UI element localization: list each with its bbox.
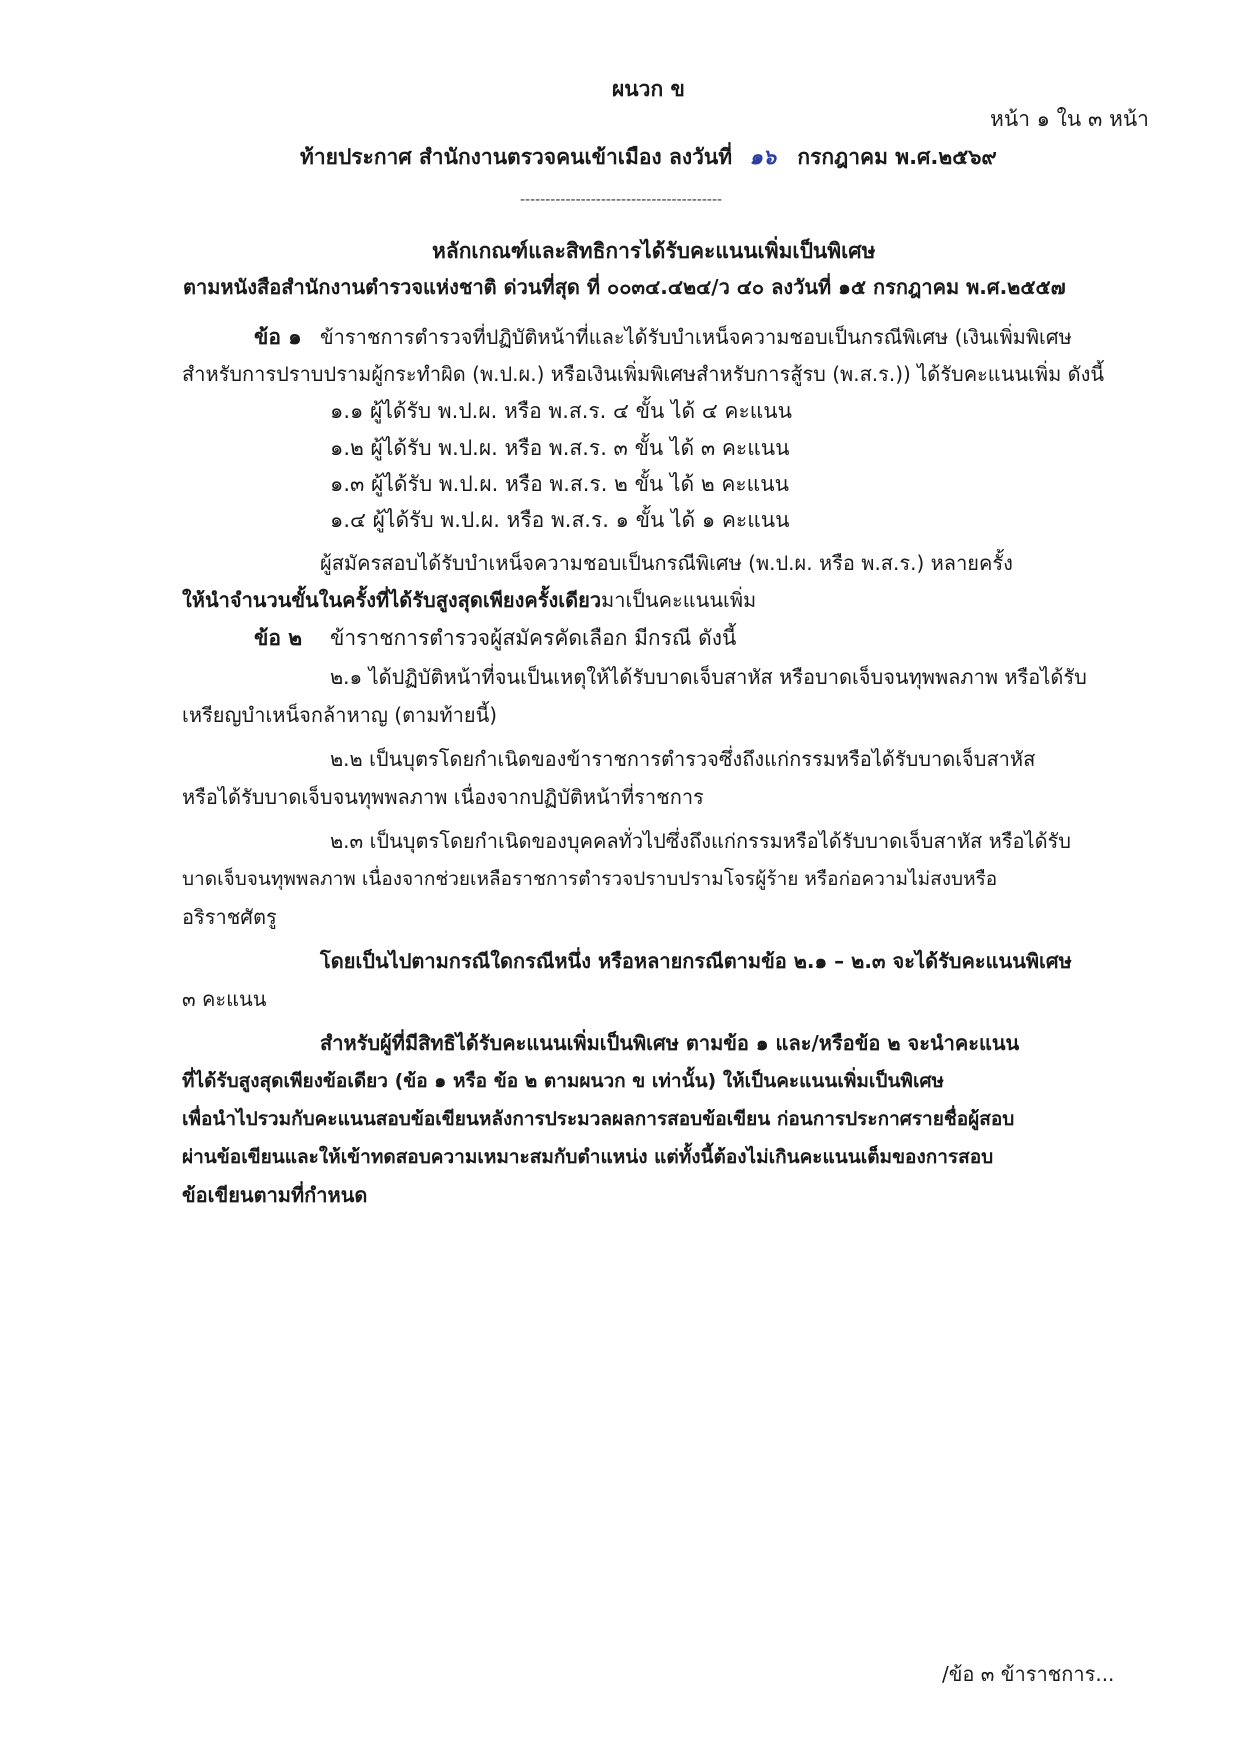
clause-1-line-2: สำหรับการปราบปรามผู้กระทำผิด (พ.ป.ผ.) หรือเงินเพิ่มพิเศษสำหรับการสู้รบ (พ.ส.ร.)) ได้รับคะแนนเพิ่ม ดังนี้ [182, 362, 1105, 386]
clause-2-item-3-line-1: ๒.๓ เป็นบุตรโดยกำเนิดของบุคคลทั่วไปซึ่งถึงแก่กรรมหรือได้รับบาดเจ็บสาหัส หรือได้รับ [330, 829, 1071, 853]
clause-2-item-1-line-2: เหรียญบำเหน็จกล้าหาญ (ตามท้ายนี้) [182, 703, 498, 727]
separator-line: ---------------------------------------- [520, 192, 723, 208]
announcement-suffix: กรกฎาคม พ.ศ.๒๕๖๙ [797, 145, 997, 169]
summary-line-3: เพื่อนำไปรวมกับคะแนนสอบข้อเขียนหลังการประมวลผลการสอบข้อเขียน ก่อนการประกาศรายชื่อผู้สอบ [182, 1108, 1015, 1130]
summary-line-4: ผ่านข้อเขียนและให้เข้าทดสอบความเหมาะสมกับตำแหน่ง แต่ทั้งนี้ต้องไม่เกินคะแนนเต็มของการสอบ [182, 1146, 994, 1168]
clause-1-item: ๑.๔ ผู้ได้รับ พ.ป.ผ. หรือ พ.ส.ร. ๑ ขั้น ได้ ๑ คะแนน [330, 508, 790, 532]
clause-2-item-2-line-1: ๒.๒ เป็นบุตรโดยกำเนิดของข้าราชการตำรวจซึ่งถึงแก่กรรมหรือได้รับบาดเจ็บสาหัส [330, 747, 1036, 771]
announcement-line [300, 142, 997, 172]
annex-title: ผนวก ข [612, 77, 685, 101]
announcement-day: ๑๖ [749, 145, 777, 169]
continuation-note: /ข้อ ๓ ข้าราชการ... [942, 1662, 1115, 1686]
clause-1-note-line-2 [182, 585, 756, 615]
summary-line-5: ข้อเขียนตามที่กำหนด [182, 1183, 368, 1207]
clause-2-item-2-line-2: หรือได้รับบาดเจ็บจนทุพพลภาพ เนื่องจากปฏิบัติหน้าที่ราชการ [182, 785, 704, 809]
clause-1-note-line-1: ผู้สมัครสอบได้รับบำเหน็จความชอบเป็นกรณีพิเศษ (พ.ป.ผ. หรือ พ.ส.ร.) หลายครั้ง [320, 551, 1013, 575]
heading-line-1: หลักเกณฑ์และสิทธิการได้รับคะแนนเพิ่มเป็นพิเศษ [432, 239, 876, 263]
announcement-prefix: ท้ายประกาศ สำนักงานตรวจคนเข้าเมือง ลงวันที่ [300, 145, 733, 169]
clause-1-line-1: ข้าราชการตำรวจที่ปฏิบัติหน้าที่และได้รับบำเหน็จความชอบเป็นกรณีพิเศษ (เงินเพิ่มพิเศษ [320, 325, 1072, 349]
clause-2-item-3-line-2: บาดเจ็บจนทุพพลภาพ เนื่องจากช่วยเหลือราชการตำรวจปราบปรามโจรผู้ร้าย หรือก่อความไม่สงบหรือ [182, 868, 998, 890]
clause-2-intro: ข้าราชการตำรวจผู้สมัครคัดเลือก มีกรณี ดังนี้ [330, 626, 737, 650]
clause-1-item: ๑.๓ ผู้ได้รับ พ.ป.ผ. หรือ พ.ส.ร. ๒ ขั้น ได้ ๒ คะแนน [330, 472, 789, 496]
clause-2-bold-line-1: โดยเป็นไปตามกรณีใดกรณีหนึ่ง หรือหลายกรณีตามข้อ ๒.๑ – ๒.๓ จะได้รับคะแนนพิเศษ [320, 949, 1072, 973]
clause-1-note-rest: มาเป็นคะแนนเพิ่ม [601, 588, 757, 612]
clause-2-label: ข้อ ๒ [254, 626, 303, 650]
summary-line-2: ที่ได้รับสูงสุดเพียงข้อเดียว (ข้อ ๑ หรือ ข้อ ๒ ตามผนวก ข เท่านั้น) ให้เป็นคะแนนเพิ่มเป็นพิเศษ [182, 1070, 945, 1092]
clause-2-item-3-line-3: อริราชศัตรู [182, 905, 277, 929]
clause-1-item: ๑.๑ ผู้ได้รับ พ.ป.ผ. หรือ พ.ส.ร. ๔ ขั้น ได้ ๔ คะแนน [330, 399, 792, 423]
summary-line-1: สำหรับผู้ที่มีสิทธิได้รับคะแนนเพิ่มเป็นพิเศษ ตามข้อ ๑ และ/หรือข้อ ๒ จะนำคะแนน [320, 1031, 1020, 1055]
clause-1-note-bold: ให้นำจำนวนขั้นในครั้งที่ได้รับสูงสุดเพียงครั้งเดียว [182, 588, 602, 612]
heading-line-2: ตามหนังสือสำนักงานตำรวจแห่งชาติ ด่วนที่สุด ที่ ๐๐๓๔.๔๒๔/ว ๔๐ ลงวันที่ ๑๕ กรกฎาคม พ.ศ.๒๕๕๗ [183, 275, 1066, 299]
clause-1-item: ๑.๒ ผู้ได้รับ พ.ป.ผ. หรือ พ.ส.ร. ๓ ขั้น ได้ ๓ คะแนน [330, 436, 790, 460]
clause-1-label: ข้อ ๑ [254, 325, 302, 349]
clause-2-bold-line-2: ๓ คะแนน [182, 987, 267, 1011]
clause-2-item-1-line-1: ๒.๑ ได้ปฏิบัติหน้าที่จนเป็นเหตุให้ได้รับบาดเจ็บสาหัส หรือบาดเจ็บจนทุพพลภาพ หรือได้รับ [330, 665, 1087, 689]
page-number: หน้า ๑ ใน ๓ หน้า [990, 107, 1149, 131]
